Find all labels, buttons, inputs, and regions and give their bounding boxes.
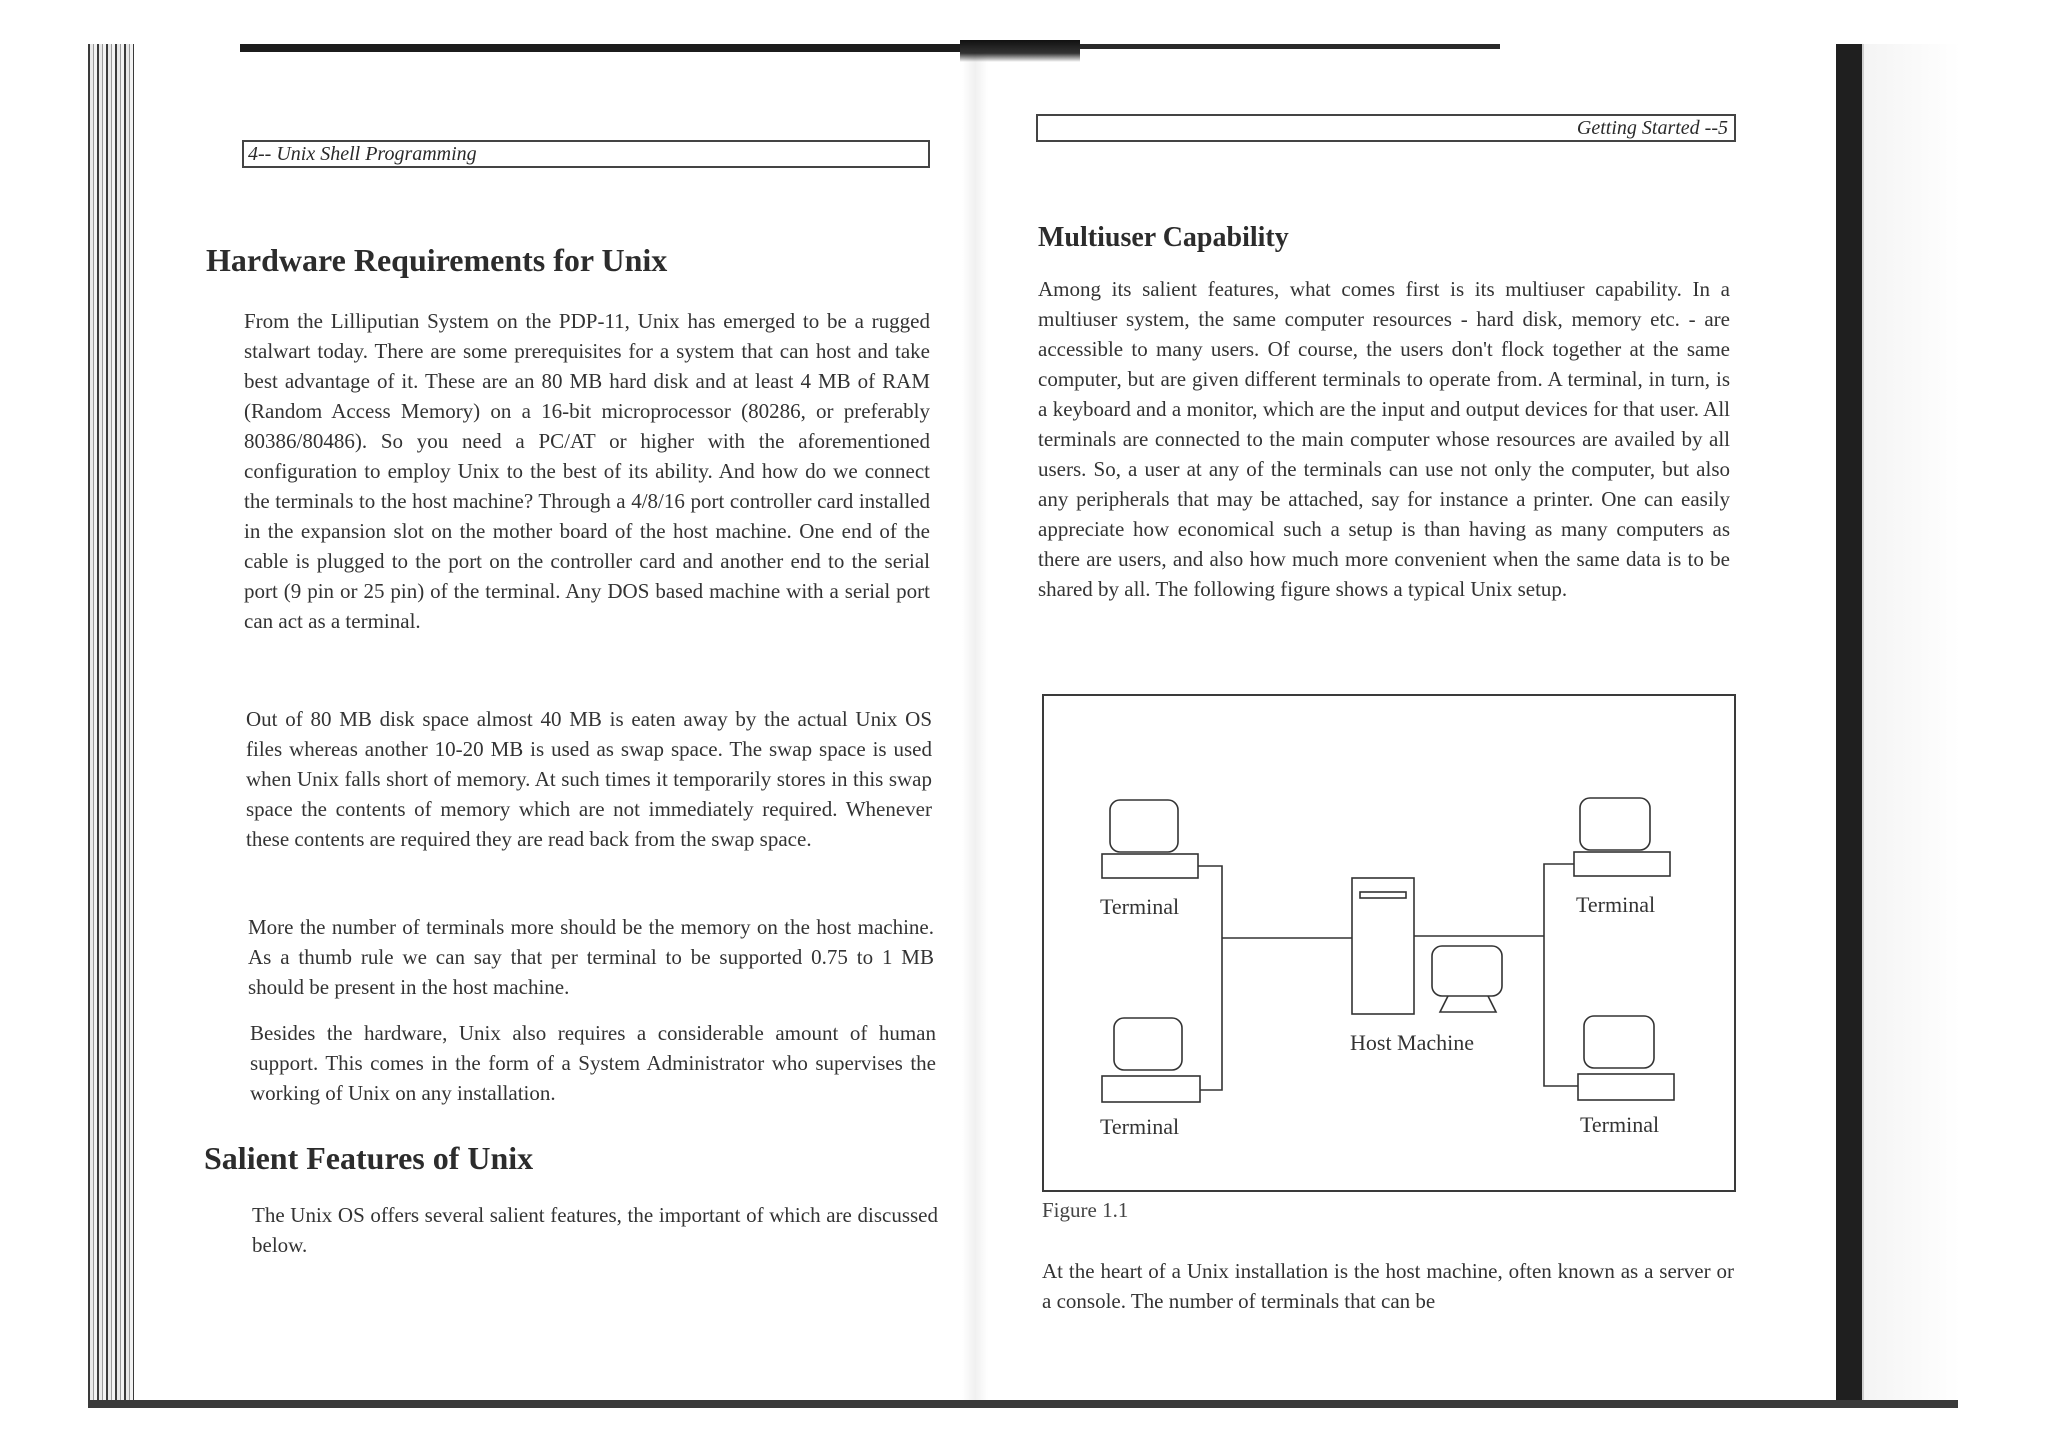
scan-background-right: [1862, 44, 1960, 1408]
unix-setup-figure: [1042, 694, 1736, 1192]
section-heading-hardware: Hardware Requirements for Unix: [206, 242, 668, 278]
paragraph: At the heart of a Unix installation is the host machine, often known as a server or a console. The number of terminals that can be: [1042, 1259, 1734, 1313]
terminal-bottom-right-icon: [1578, 1016, 1674, 1100]
terminal-label: Terminal: [1576, 892, 1656, 917]
terminal-top-right-icon: [1574, 798, 1670, 876]
paragraph: From the Lilliputian System on the PDP-11, Unix has emerged to be a rugged stalwart today. There are some prerequisites for a system that can host and take best advantage of it. These are an 80 MB hard disk and at least 4 MB of RAM (Random Access Memory) on a 16-bit microprocessor (80286, or preferably 80386/80486). So you need a PC/AT or higher with the aforementioned configuration to employ Unix to the best of its ability. And how do we connect the terminals to the host machine? Through a 4/8/16 port controller card installed in the expansion slot on the mother board of the host machine. One end of the cable is plugged to the port on the controller card and another end to the serial port (9 pin or 25 pin) of the terminal. Any DOS based machine with a serial port can act as a terminal.: [244, 309, 930, 633]
terminal-label: Terminal: [1100, 1114, 1180, 1139]
paragraph: More the number of terminals more should be the memory on the host machine. As a thumb rule we can say that per terminal to be supported 0.75 to 1 MB should be present in the host machine.: [248, 915, 934, 999]
page-top-edge-right: [1080, 44, 1500, 49]
paragraph: Out of 80 MB disk space almost 40 MB is eaten away by the actual Unix OS files whereas another 10-20 MB is used as swap space. The swap space is used when Unix falls short of memory. At such times it temporarily stores in this swap space the contents of memory which are not immediately required. Whenever these contents are required they are read back from the swap space.: [246, 707, 932, 851]
paragraph: Among its salient features, what comes first is its multiuser capability. In a multiuser system, the same computer resources - hard disk, memory etc. - are accessible to many users. Of course, the users don't flock together at the same computer, but are given different terminals to operate from. A terminal, in turn, is a keyboard and a monitor, which are the input and output devices for that user. All terminals are connected to the main computer whose resources are availed by all users. So, a user at any of the terminals can use not only the computer, but also any peripherals that may be attached, say for instance a printer. One can easily appreciate how economical such a setup is than having as many computers as there are users, and also how much more convenient when the same data is to be shared by all. The following figure shows a typical Unix setup.: [1038, 277, 1730, 601]
running-header: 4-- Unix Shell Programming: [242, 140, 930, 168]
terminal-top-left-icon: [1102, 800, 1198, 878]
page-bottom-edge: [88, 1400, 1958, 1408]
right-page: [990, 52, 1836, 1400]
host-tower-icon: [1352, 878, 1414, 1014]
section-heading-salient-features: Salient Features of Unix: [204, 1140, 534, 1176]
terminal-label: Terminal: [1580, 1112, 1660, 1137]
left-page: [134, 52, 964, 1400]
book-cover-edge: [1836, 44, 1862, 1408]
figure-caption: Figure 1.1: [1042, 1198, 1129, 1222]
host-monitor-icon: [1432, 946, 1502, 1012]
host-machine-label: Host Machine: [1350, 1030, 1475, 1055]
book-binding-edge: [88, 44, 134, 1408]
terminal-label: Terminal: [1100, 894, 1180, 919]
page-top-edge: [240, 44, 970, 52]
paragraph: The Unix OS offers several salient features, the important of which are discussed below.: [252, 1203, 938, 1257]
running-header: Getting Started --5: [1036, 114, 1736, 142]
book-gutter: [962, 52, 988, 1400]
section-heading-multiuser: Multiuser Capability: [1038, 222, 1289, 253]
paragraph: Besides the hardware, Unix also requires a considerable amount of human support. This comes in the form of a System Administrator who supervises the working of Unix on any installation.: [250, 1021, 936, 1105]
connection-line-left: [1198, 866, 1352, 1090]
terminal-bottom-left-icon: [1102, 1018, 1200, 1102]
